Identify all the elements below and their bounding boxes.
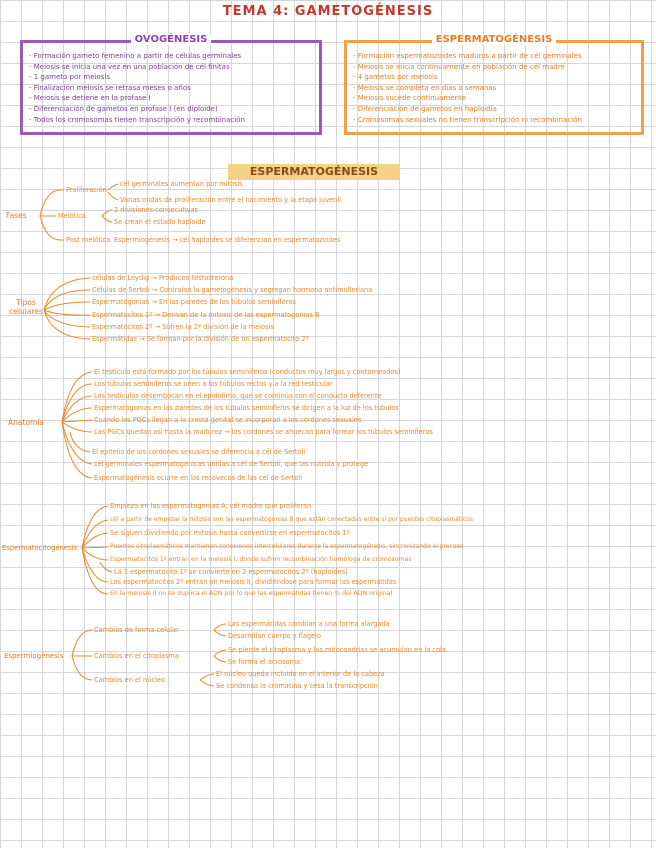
tipo-item: Espermatocitos 1º → Derivan de la mitosis de las espermatogonias B xyxy=(92,311,320,319)
fase-proliferacion: Proliferación xyxy=(66,186,107,194)
espermatocitogenesis-item: Se siguen dividiendo por mitosis hasta convertirse en espermatocitos 1º xyxy=(110,529,350,537)
list-item: - Meiosis se detiene en la profase I xyxy=(29,94,151,103)
espermatogenesis-box xyxy=(344,34,644,135)
tipo-item: Espermatogonias → En las paredes de los túbulos seminíferos xyxy=(92,298,296,306)
anatomia-item: Las PGCs quedan así hasta la madurez → los cordones se ahuecan para formar los túbulos seminíferos xyxy=(94,428,433,436)
tipos-label: Tipos celulares xyxy=(9,298,43,316)
espermiogenesis-cabeza-1: Las espermátidas cambian a una forma alargada xyxy=(228,620,390,628)
postmeiotica-detail: Espermiogénesis → cél haploides se diferencian en espermatozoides xyxy=(114,236,341,244)
anatomia-item: cél germinales espermatogénicas unidas a cél de Sertoli, que las nutrida y protege xyxy=(94,460,369,468)
fase-postmeiotica: Post meiótica xyxy=(66,236,111,244)
anatomia-item: Cuando las PGCs llegan a la cresta genital se incorporan a los cordones sexuales xyxy=(94,416,362,424)
espermatocitogenesis-item: Puentes citoplasmáticos mantienen conexiones intercelulares durante la espermatogénesis, sincronizando el proceso xyxy=(110,543,464,550)
anatomia-item: Espermatogénesis ocurre en los recovecos de las cél de Sertoli xyxy=(94,474,303,482)
list-item: - Formación gameto femenino a partir de células germinales xyxy=(29,52,242,60)
tipo-item: células de Leydig → Producen testosterona xyxy=(92,274,234,282)
anatomia-item: Los túbulos seminíferos se unen a los túbulos rectos y a la red testicular xyxy=(94,380,333,388)
list-item: - Formación espermatozoides maduros a partir de cél germinales xyxy=(353,52,582,60)
list-item: - 4 gametos por meiosis xyxy=(353,73,438,82)
espermiogenesis-nucleo-2: Se condensa la cromatina y cesa la transcripción xyxy=(216,682,378,690)
espermatocitogenesis-item: La 1 espermatocito 1º se convierte en 2 espermatocitos 2º (haploides) xyxy=(114,568,348,576)
list-item: - Meiosis se completa en días o semanas xyxy=(353,83,497,92)
anatomia-item: El epitelio de los cordones sexuales se diferencia a cél de Sertoli xyxy=(92,448,306,456)
section-title: ESPERMATOGÉNESIS xyxy=(228,164,400,180)
ovogenesis-list xyxy=(29,51,315,125)
list-item: - Meiosis se inicia una vez en una población de cél finitas xyxy=(29,62,230,71)
list-item: - Diferenciación de gametos en haploidía xyxy=(353,104,497,113)
list-item: - Cromosomas sexuales no tienen transcripción ni recombinación xyxy=(353,115,582,124)
espermatogenesis-box-title: ESPERMATOGÉNESIS xyxy=(432,34,557,45)
ovogenesis-box xyxy=(20,34,322,135)
prolif-detail-1: cél germinales aumentan por mitosis xyxy=(120,180,243,188)
anatomia-item: El testículo está formado por los túbulos seminíferos (conductos muy largos y contorneados) xyxy=(94,368,401,376)
fase-meiotica: Meiótica xyxy=(58,212,86,220)
fases-label: Fases xyxy=(6,211,27,220)
list-item: - Meiosis sucede continuamente xyxy=(353,94,467,103)
espermatocitogenesis-item: En la meiosis II no se duplica el ADN por lo que las espermátidas tienen ½ del ADN original xyxy=(110,590,393,597)
tipo-item: Espermátidas → Se forman por la división de un espermatocito 2º xyxy=(92,335,309,343)
page-title: TEMA 4: GAMETOGÉNESIS xyxy=(222,4,434,19)
espermatogenesis-list xyxy=(353,51,637,125)
espermatocitogenesis-item: Empieza en las espermatogonias A, cél madre que proliferan xyxy=(110,502,312,510)
meiotica-detail-1: 2 divisiones consecutivas xyxy=(114,206,199,214)
list-item: - Todos los cromosomas tienen transcripción y recombinación xyxy=(29,115,245,124)
espermatocitogenesis-label: Espermatocitogénesis xyxy=(2,544,78,552)
espermiogenesis-citoplasma-1: Se pierde el citoplasma y las mitocondrias se acumulan en la cola xyxy=(228,646,446,654)
anatomia-item: Los testículos desembocan en el epidídimo, que se continúa con el conducto deferente xyxy=(94,392,382,400)
espermiogenesis-label: Espermiogénesis xyxy=(4,652,64,660)
anatomia-item: Espermatogonias en las paredes de los túbulos seminíferos se dirigen a la luz de los túbulos xyxy=(94,404,399,412)
espermatocitogenesis-item: cél a partir de empezar la mitosis son las espermatogonias B que están conectadas entre sí por puentes citoplasmáticos xyxy=(110,516,474,523)
prolif-detail-2: Varias ondas de proliferación entre el nacimiento y la etapa juvenil xyxy=(120,196,341,204)
list-item: - Meiosis se inicia continuamente en población de cél madre xyxy=(353,62,565,71)
espermiogenesis-nucleo-1: El núcleo queda incluido en el interior de la cabeza xyxy=(216,670,385,678)
espermiogenesis-citoplasma: Cambios en el citoplasma xyxy=(94,652,180,660)
espermiogenesis-cabeza: Cambios de forma celular xyxy=(94,626,179,634)
list-item: - Finalización meiosis se retrasa meses o años xyxy=(29,83,191,92)
espermiogenesis-citoplasma-2: Se forma el acrosoma xyxy=(228,658,301,666)
espermatocitogenesis-item: Espermatocitos 1º entran en la meiosis I, donde sufren recombinación homóloga de cromosomas xyxy=(110,556,412,563)
espermiogenesis-cabeza-2: Desarrollan cuerpo y flagelo xyxy=(228,632,321,640)
tipo-item: Células de Sertoli → Controlan la gametogénesis y segregan hormona antimülleriana xyxy=(92,286,373,294)
meiotica-detail-2: Se crean el estado haploide xyxy=(114,218,206,226)
list-item: - 1 gameto por meiosis xyxy=(29,73,110,82)
tipo-item: Espermatocitos 2º → Sufren la 2ª división de la meiosis xyxy=(92,323,274,331)
list-item: - Diferenciación de gametos en profase I (en diploide) xyxy=(29,104,218,113)
espermiogenesis-nucleo: Cambios en el núcleo xyxy=(94,676,165,684)
espermatocitogenesis-item: Los espermatocitos 2º entran en meiosis II, dividiéndose para formar las espermátidas xyxy=(110,578,397,586)
anatomia-label: Anatomía xyxy=(8,418,44,427)
ovogenesis-title: OVOGÉNESIS xyxy=(131,34,212,45)
